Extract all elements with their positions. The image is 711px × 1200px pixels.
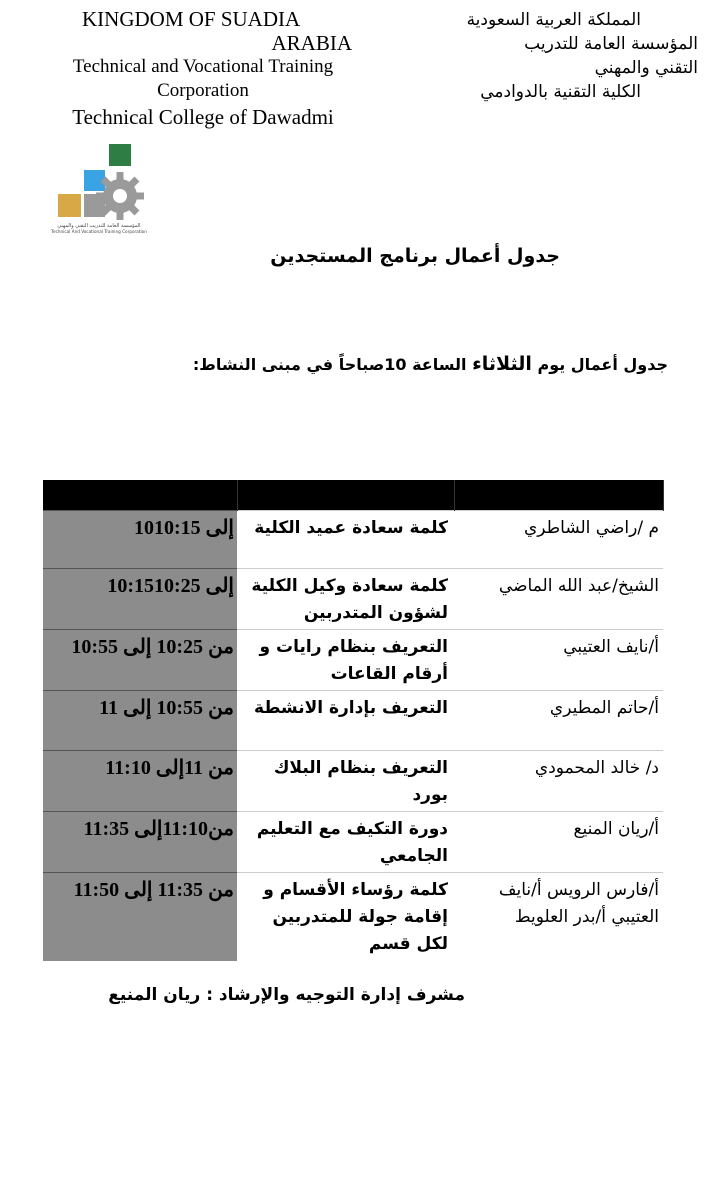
activity-cell: كلمة سعادة عميد الكلية bbox=[237, 511, 454, 569]
table-row bbox=[43, 751, 663, 812]
agenda-subtitle bbox=[108, 353, 668, 375]
table-row bbox=[43, 569, 663, 630]
header-en-line1: KINGDOM OF SUADIA bbox=[82, 7, 301, 31]
logo-green-square bbox=[109, 144, 131, 166]
time-cell: 10إلى 10:15 bbox=[43, 511, 237, 569]
speaker-cell: أ/ريان المنيع bbox=[454, 812, 663, 873]
header-ar-line1: المملكة العربية السعودية bbox=[466, 10, 641, 30]
subtitle-day: الثلاثاء bbox=[472, 353, 532, 375]
speaker-cell: أ/حاتم المطيري bbox=[454, 691, 663, 751]
arabic-header bbox=[448, 8, 698, 104]
header-en-line4: Corporation bbox=[157, 80, 249, 101]
subtitle-part2: الساعة 10صباحاً في مبنى النشاط: bbox=[192, 355, 473, 374]
activity-cell: التعريف بنظام البلاك بورد bbox=[237, 751, 454, 812]
activity-cell: دورة التكيف مع التعليم الجامعي bbox=[237, 812, 454, 873]
logo-caption-ar: المؤسسة العامة للتدريب التقني والمهني bbox=[57, 223, 141, 229]
header-ar-line2: المؤسسة العامة للتدريب bbox=[524, 34, 698, 54]
activity-cell: كلمة سعادة وكيل الكلية لشؤون المتدربين bbox=[237, 569, 454, 630]
time-cell: من 11إلى 11:10 bbox=[43, 751, 237, 812]
table-header-row bbox=[43, 480, 663, 511]
speaker-cell: أ/فارس الرويس أ/نايف العتيبي أ/بدر العلويط bbox=[454, 873, 663, 961]
table-row bbox=[43, 812, 663, 873]
schedule-table bbox=[43, 480, 664, 961]
header-cell-time bbox=[43, 480, 237, 511]
speaker-cell: م /راضي الشاطري bbox=[454, 511, 663, 569]
header-en-line5: Technical College of Dawadmi bbox=[72, 105, 334, 129]
speaker-cell: د/ خالد المحمودي bbox=[454, 751, 663, 812]
logo-caption-en: Technical And Vocational Training Corporation bbox=[51, 229, 147, 234]
header-cell-speaker bbox=[454, 480, 663, 511]
speaker-cell: أ/نايف العتيبي bbox=[454, 630, 663, 691]
activity-cell: التعريف بإدارة الانشطة bbox=[237, 691, 454, 751]
time-cell: من11:10إلى 11:35 bbox=[43, 812, 237, 873]
header-en-line2: ARABIA bbox=[271, 31, 352, 55]
activity-cell: التعريف بنظام رايات و أرقام القاعات bbox=[237, 630, 454, 691]
logo-gold-square bbox=[58, 194, 81, 217]
speaker-cell: الشيخ/عبد الله الماضي bbox=[454, 569, 663, 630]
page-title: جدول أعمال برنامج المستجدين bbox=[270, 245, 560, 267]
table-row bbox=[43, 873, 663, 961]
table-row bbox=[43, 691, 663, 751]
time-cell: من 11:35 إلى 11:50 bbox=[43, 873, 237, 961]
table-row bbox=[43, 630, 663, 691]
header-en-line3: Technical and Vocational Training bbox=[72, 56, 334, 77]
table-row bbox=[43, 511, 663, 569]
supervisor-footer: مشرف إدارة التوجيه والإرشاد : ريان المنيع bbox=[108, 985, 465, 1005]
english-header bbox=[38, 6, 368, 132]
subtitle-part1: جدول أعمال يوم bbox=[531, 355, 668, 374]
header-cell-activity bbox=[237, 480, 454, 511]
time-cell: من 10:25 إلى 10:55 bbox=[43, 630, 237, 691]
time-cell: 10:15إلى 10:25 bbox=[43, 569, 237, 630]
header-ar-line4: الكلية التقنية بالدوادمي bbox=[480, 82, 641, 102]
time-cell: من 10:55 إلى 11 bbox=[43, 691, 237, 751]
activity-cell: كلمة رؤساء الأقسام و إقامة جولة للمتدربين لكل قسم bbox=[237, 873, 454, 961]
header-ar-line3: التقني والمهني bbox=[594, 58, 698, 78]
logo-caption bbox=[44, 224, 154, 234]
